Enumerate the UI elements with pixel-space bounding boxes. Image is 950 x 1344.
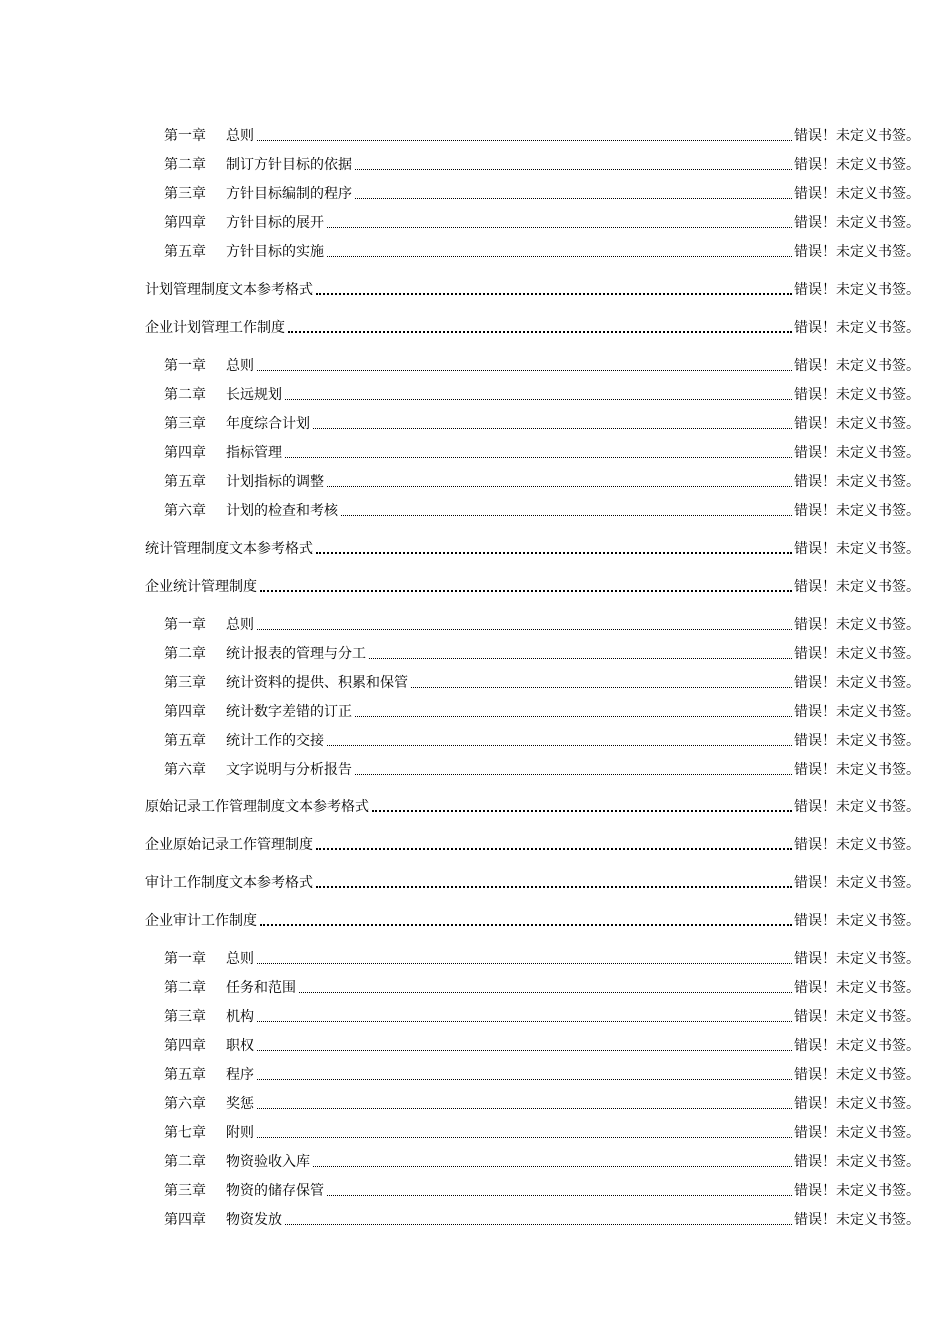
chapter-number: 第三章 — [164, 416, 206, 432]
chapter-number: 第三章 — [164, 1009, 206, 1025]
entry-title: 企业原始记录工作管理制度 — [145, 837, 313, 853]
chapter-number: 第二章 — [164, 980, 206, 996]
toc-entry-label — [164, 442, 282, 464]
dot-leader — [355, 759, 792, 781]
toc-entry-label — [164, 500, 338, 522]
entry-title: 总则 — [226, 951, 254, 967]
chapter-number: 第六章 — [164, 762, 206, 778]
toc-chapter-entry[interactable] — [0, 1093, 950, 1115]
toc-entry-label — [164, 355, 254, 377]
page-reference: 错误！未定义书签。 — [794, 1183, 920, 1199]
dot-leader — [260, 910, 792, 932]
dot-leader — [299, 977, 792, 999]
toc-chapter-entry[interactable] — [0, 759, 950, 781]
toc-entry-label — [145, 796, 369, 818]
chapter-number: 第五章 — [164, 474, 206, 490]
toc-entry-label — [164, 1209, 282, 1231]
entry-title: 职权 — [226, 1038, 254, 1054]
toc-entry-label — [164, 183, 352, 205]
toc-chapter-entry[interactable] — [0, 701, 950, 723]
page-reference: 错误！未定义书签。 — [794, 617, 920, 633]
page-reference: 错误！未定义书签。 — [794, 733, 920, 749]
toc-entry-label — [164, 1064, 254, 1086]
entry-title: 长远规划 — [226, 387, 282, 403]
toc-section-entry[interactable] — [0, 576, 950, 598]
toc-chapter-entry[interactable] — [0, 948, 950, 970]
toc-chapter-entry[interactable] — [0, 1006, 950, 1028]
dot-leader — [327, 471, 792, 493]
toc-entry-label — [164, 1093, 254, 1115]
toc-entry-label — [164, 759, 352, 781]
toc-entry-label — [164, 154, 352, 176]
toc-entry-label — [145, 834, 313, 856]
entry-title: 计划的检查和考核 — [226, 503, 338, 519]
chapter-number: 第二章 — [164, 1154, 206, 1170]
entry-title: 企业统计管理制度 — [145, 579, 257, 595]
toc-chapter-entry[interactable] — [0, 384, 950, 406]
dot-leader — [316, 279, 792, 301]
dot-leader — [316, 872, 792, 894]
dot-leader — [369, 643, 792, 665]
entry-title: 物资发放 — [226, 1212, 282, 1228]
dot-leader — [288, 317, 792, 339]
chapter-number: 第二章 — [164, 646, 206, 662]
toc-entry-label — [164, 1122, 254, 1144]
toc-entry-label — [145, 872, 313, 894]
dot-leader — [257, 1122, 792, 1144]
entry-title: 方针目标的展开 — [226, 215, 324, 231]
toc-section-entry[interactable] — [0, 910, 950, 932]
page-reference: 错误！未定义书签。 — [794, 474, 920, 490]
chapter-number: 第五章 — [164, 1067, 206, 1083]
toc-chapter-entry[interactable] — [0, 355, 950, 377]
page-reference: 错误！未定义书签。 — [794, 762, 920, 778]
page-reference: 错误！未定义书签。 — [794, 1067, 920, 1083]
page-reference: 错误！未定义书签。 — [794, 128, 920, 144]
entry-title: 制订方针目标的依据 — [226, 157, 352, 173]
entry-title: 企业计划管理工作制度 — [145, 320, 285, 336]
dot-leader — [257, 1093, 792, 1115]
toc-section-entry[interactable] — [0, 872, 950, 894]
toc-chapter-entry[interactable] — [0, 977, 950, 999]
chapter-number: 第二章 — [164, 387, 206, 403]
toc-chapter-entry[interactable] — [0, 614, 950, 636]
page-reference: 错误！未定义书签。 — [794, 387, 920, 403]
chapter-number: 第三章 — [164, 186, 206, 202]
toc-chapter-entry[interactable] — [0, 1180, 950, 1202]
toc-entry-label — [164, 948, 254, 970]
toc-chapter-entry[interactable] — [0, 1035, 950, 1057]
entry-title: 统计资料的提供、积累和保管 — [226, 675, 408, 691]
entry-title: 方针目标编制的程序 — [226, 186, 352, 202]
entry-title: 统计报表的管理与分工 — [226, 646, 366, 662]
chapter-number: 第五章 — [164, 733, 206, 749]
dot-leader — [411, 672, 792, 694]
page-reference: 错误！未定义书签。 — [794, 951, 920, 967]
entry-title: 方针目标的实施 — [226, 244, 324, 260]
entry-title: 附则 — [226, 1125, 254, 1141]
chapter-number: 第三章 — [164, 675, 206, 691]
dot-leader — [327, 241, 792, 263]
entry-title: 企业审计工作制度 — [145, 913, 257, 929]
toc-chapter-entry[interactable] — [0, 1209, 950, 1231]
page-reference: 错误！未定义书签。 — [794, 186, 920, 202]
toc-entry-label — [164, 413, 310, 435]
page-reference: 错误！未定义书签。 — [794, 416, 920, 432]
page-reference: 错误！未定义书签。 — [794, 646, 920, 662]
chapter-number: 第六章 — [164, 503, 206, 519]
chapter-number: 第四章 — [164, 1038, 206, 1054]
entry-title: 总则 — [226, 617, 254, 633]
page-reference: 错误！未定义书签。 — [794, 215, 920, 231]
dot-leader — [313, 1151, 792, 1173]
toc-entry-label — [164, 1006, 254, 1028]
page-reference: 错误！未定义书签。 — [794, 320, 920, 336]
page-reference: 错误！未定义书签。 — [794, 799, 920, 815]
chapter-number: 第一章 — [164, 128, 206, 144]
toc-entry-label — [164, 125, 254, 147]
page-reference: 错误！未定义书签。 — [794, 244, 920, 260]
toc-chapter-entry[interactable] — [0, 125, 950, 147]
dot-leader — [257, 1064, 792, 1086]
entry-title: 程序 — [226, 1067, 254, 1083]
dot-leader — [285, 384, 792, 406]
dot-leader — [327, 1180, 792, 1202]
dot-leader — [285, 1209, 792, 1231]
dot-leader — [257, 1006, 792, 1028]
page-reference: 错误！未定义书签。 — [794, 704, 920, 720]
toc-section-entry[interactable] — [0, 538, 950, 560]
dot-leader — [257, 948, 792, 970]
entry-title: 机构 — [226, 1009, 254, 1025]
page-reference: 错误！未定义书签。 — [794, 675, 920, 691]
page-reference: 错误！未定义书签。 — [794, 358, 920, 374]
page-reference: 错误！未定义书签。 — [794, 282, 920, 298]
toc-entry-label — [164, 701, 352, 723]
entry-title: 文字说明与分析报告 — [226, 762, 352, 778]
dot-leader — [341, 500, 792, 522]
toc-chapter-entry[interactable] — [0, 672, 950, 694]
chapter-number: 第一章 — [164, 358, 206, 374]
toc-entry-label — [164, 730, 324, 752]
chapter-number: 第四章 — [164, 704, 206, 720]
entry-title: 年度综合计划 — [226, 416, 310, 432]
entry-title: 指标管理 — [226, 445, 282, 461]
page-reference: 错误！未定义书签。 — [794, 980, 920, 996]
toc-entry-label — [145, 317, 285, 339]
toc-entry-label — [145, 279, 313, 301]
chapter-number: 第四章 — [164, 1212, 206, 1228]
toc-entry-label — [164, 1151, 310, 1173]
dot-leader — [257, 125, 792, 147]
toc-entry-label — [164, 212, 324, 234]
page-reference: 错误！未定义书签。 — [794, 445, 920, 461]
toc-entry-label — [164, 643, 366, 665]
toc-entry-label — [164, 384, 282, 406]
toc-chapter-entry[interactable] — [0, 643, 950, 665]
page-reference: 错误！未定义书签。 — [794, 579, 920, 595]
dot-leader — [327, 212, 792, 234]
chapter-number: 第六章 — [164, 1096, 206, 1112]
dot-leader — [257, 614, 792, 636]
toc-entry-label — [164, 241, 324, 263]
entry-title: 总则 — [226, 358, 254, 374]
page-reference: 错误！未定义书签。 — [794, 541, 920, 557]
dot-leader — [316, 538, 792, 560]
toc-chapter-entry[interactable] — [0, 500, 950, 522]
chapter-number: 第四章 — [164, 215, 206, 231]
toc-chapter-entry[interactable] — [0, 154, 950, 176]
toc-entry-label — [164, 471, 324, 493]
entry-title: 计划管理制度文本参考格式 — [145, 282, 313, 298]
chapter-number: 第四章 — [164, 445, 206, 461]
dot-leader — [355, 154, 792, 176]
chapter-number: 第一章 — [164, 617, 206, 633]
toc-entry-label — [145, 538, 313, 560]
toc-chapter-entry[interactable] — [0, 1151, 950, 1173]
toc-section-entry[interactable] — [0, 834, 950, 856]
toc-chapter-entry[interactable] — [0, 241, 950, 263]
toc-chapter-entry[interactable] — [0, 413, 950, 435]
page-reference: 错误！未定义书签。 — [794, 913, 920, 929]
toc-section-entry[interactable] — [0, 317, 950, 339]
entry-title: 原始记录工作管理制度文本参考格式 — [145, 799, 369, 815]
chapter-number: 第三章 — [164, 1183, 206, 1199]
toc-entry-label — [164, 672, 408, 694]
toc-entry-label — [164, 977, 296, 999]
toc-entry-label — [164, 1180, 324, 1202]
entry-title: 统计工作的交接 — [226, 733, 324, 749]
toc-entry-label — [145, 576, 257, 598]
page-reference: 错误！未定义书签。 — [794, 1009, 920, 1025]
dot-leader — [260, 576, 792, 598]
entry-title: 总则 — [226, 128, 254, 144]
dot-leader — [355, 183, 792, 205]
chapter-number: 第七章 — [164, 1125, 206, 1141]
page-reference: 错误！未定义书签。 — [794, 837, 920, 853]
toc-chapter-entry[interactable] — [0, 730, 950, 752]
entry-title: 任务和范围 — [226, 980, 296, 996]
toc-section-entry[interactable] — [0, 279, 950, 301]
entry-title: 统计管理制度文本参考格式 — [145, 541, 313, 557]
page-reference: 错误！未定义书签。 — [794, 1038, 920, 1054]
page-reference: 错误！未定义书签。 — [794, 875, 920, 891]
page-reference: 错误！未定义书签。 — [794, 1154, 920, 1170]
toc-section-entry[interactable] — [0, 796, 950, 818]
toc-chapter-entry[interactable] — [0, 471, 950, 493]
page-reference: 错误！未定义书签。 — [794, 1125, 920, 1141]
dot-leader — [372, 796, 792, 818]
entry-title: 计划指标的调整 — [226, 474, 324, 490]
toc-chapter-entry[interactable] — [0, 1064, 950, 1086]
chapter-number: 第二章 — [164, 157, 206, 173]
entry-title: 物资验收入库 — [226, 1154, 310, 1170]
toc-chapter-entry[interactable] — [0, 1122, 950, 1144]
entry-title: 物资的储存保管 — [226, 1183, 324, 1199]
dot-leader — [257, 355, 792, 377]
toc-chapter-entry[interactable] — [0, 442, 950, 464]
page-reference: 错误！未定义书签。 — [794, 1096, 920, 1112]
chapter-number: 第五章 — [164, 244, 206, 260]
dot-leader — [285, 442, 792, 464]
toc-entry-label — [145, 910, 257, 932]
entry-title: 统计数字差错的订正 — [226, 704, 352, 720]
entry-title: 奖惩 — [226, 1096, 254, 1112]
dot-leader — [327, 730, 792, 752]
dot-leader — [316, 834, 792, 856]
toc-chapter-entry[interactable] — [0, 212, 950, 234]
dot-leader — [355, 701, 792, 723]
toc-chapter-entry[interactable] — [0, 183, 950, 205]
page-reference: 错误！未定义书签。 — [794, 157, 920, 173]
toc-entry-label — [164, 1035, 254, 1057]
dot-leader — [257, 1035, 792, 1057]
entry-title: 审计工作制度文本参考格式 — [145, 875, 313, 891]
page-reference: 错误！未定义书签。 — [794, 1212, 920, 1228]
toc-entry-label — [164, 614, 254, 636]
chapter-number: 第一章 — [164, 951, 206, 967]
page-reference: 错误！未定义书签。 — [794, 503, 920, 519]
dot-leader — [313, 413, 792, 435]
